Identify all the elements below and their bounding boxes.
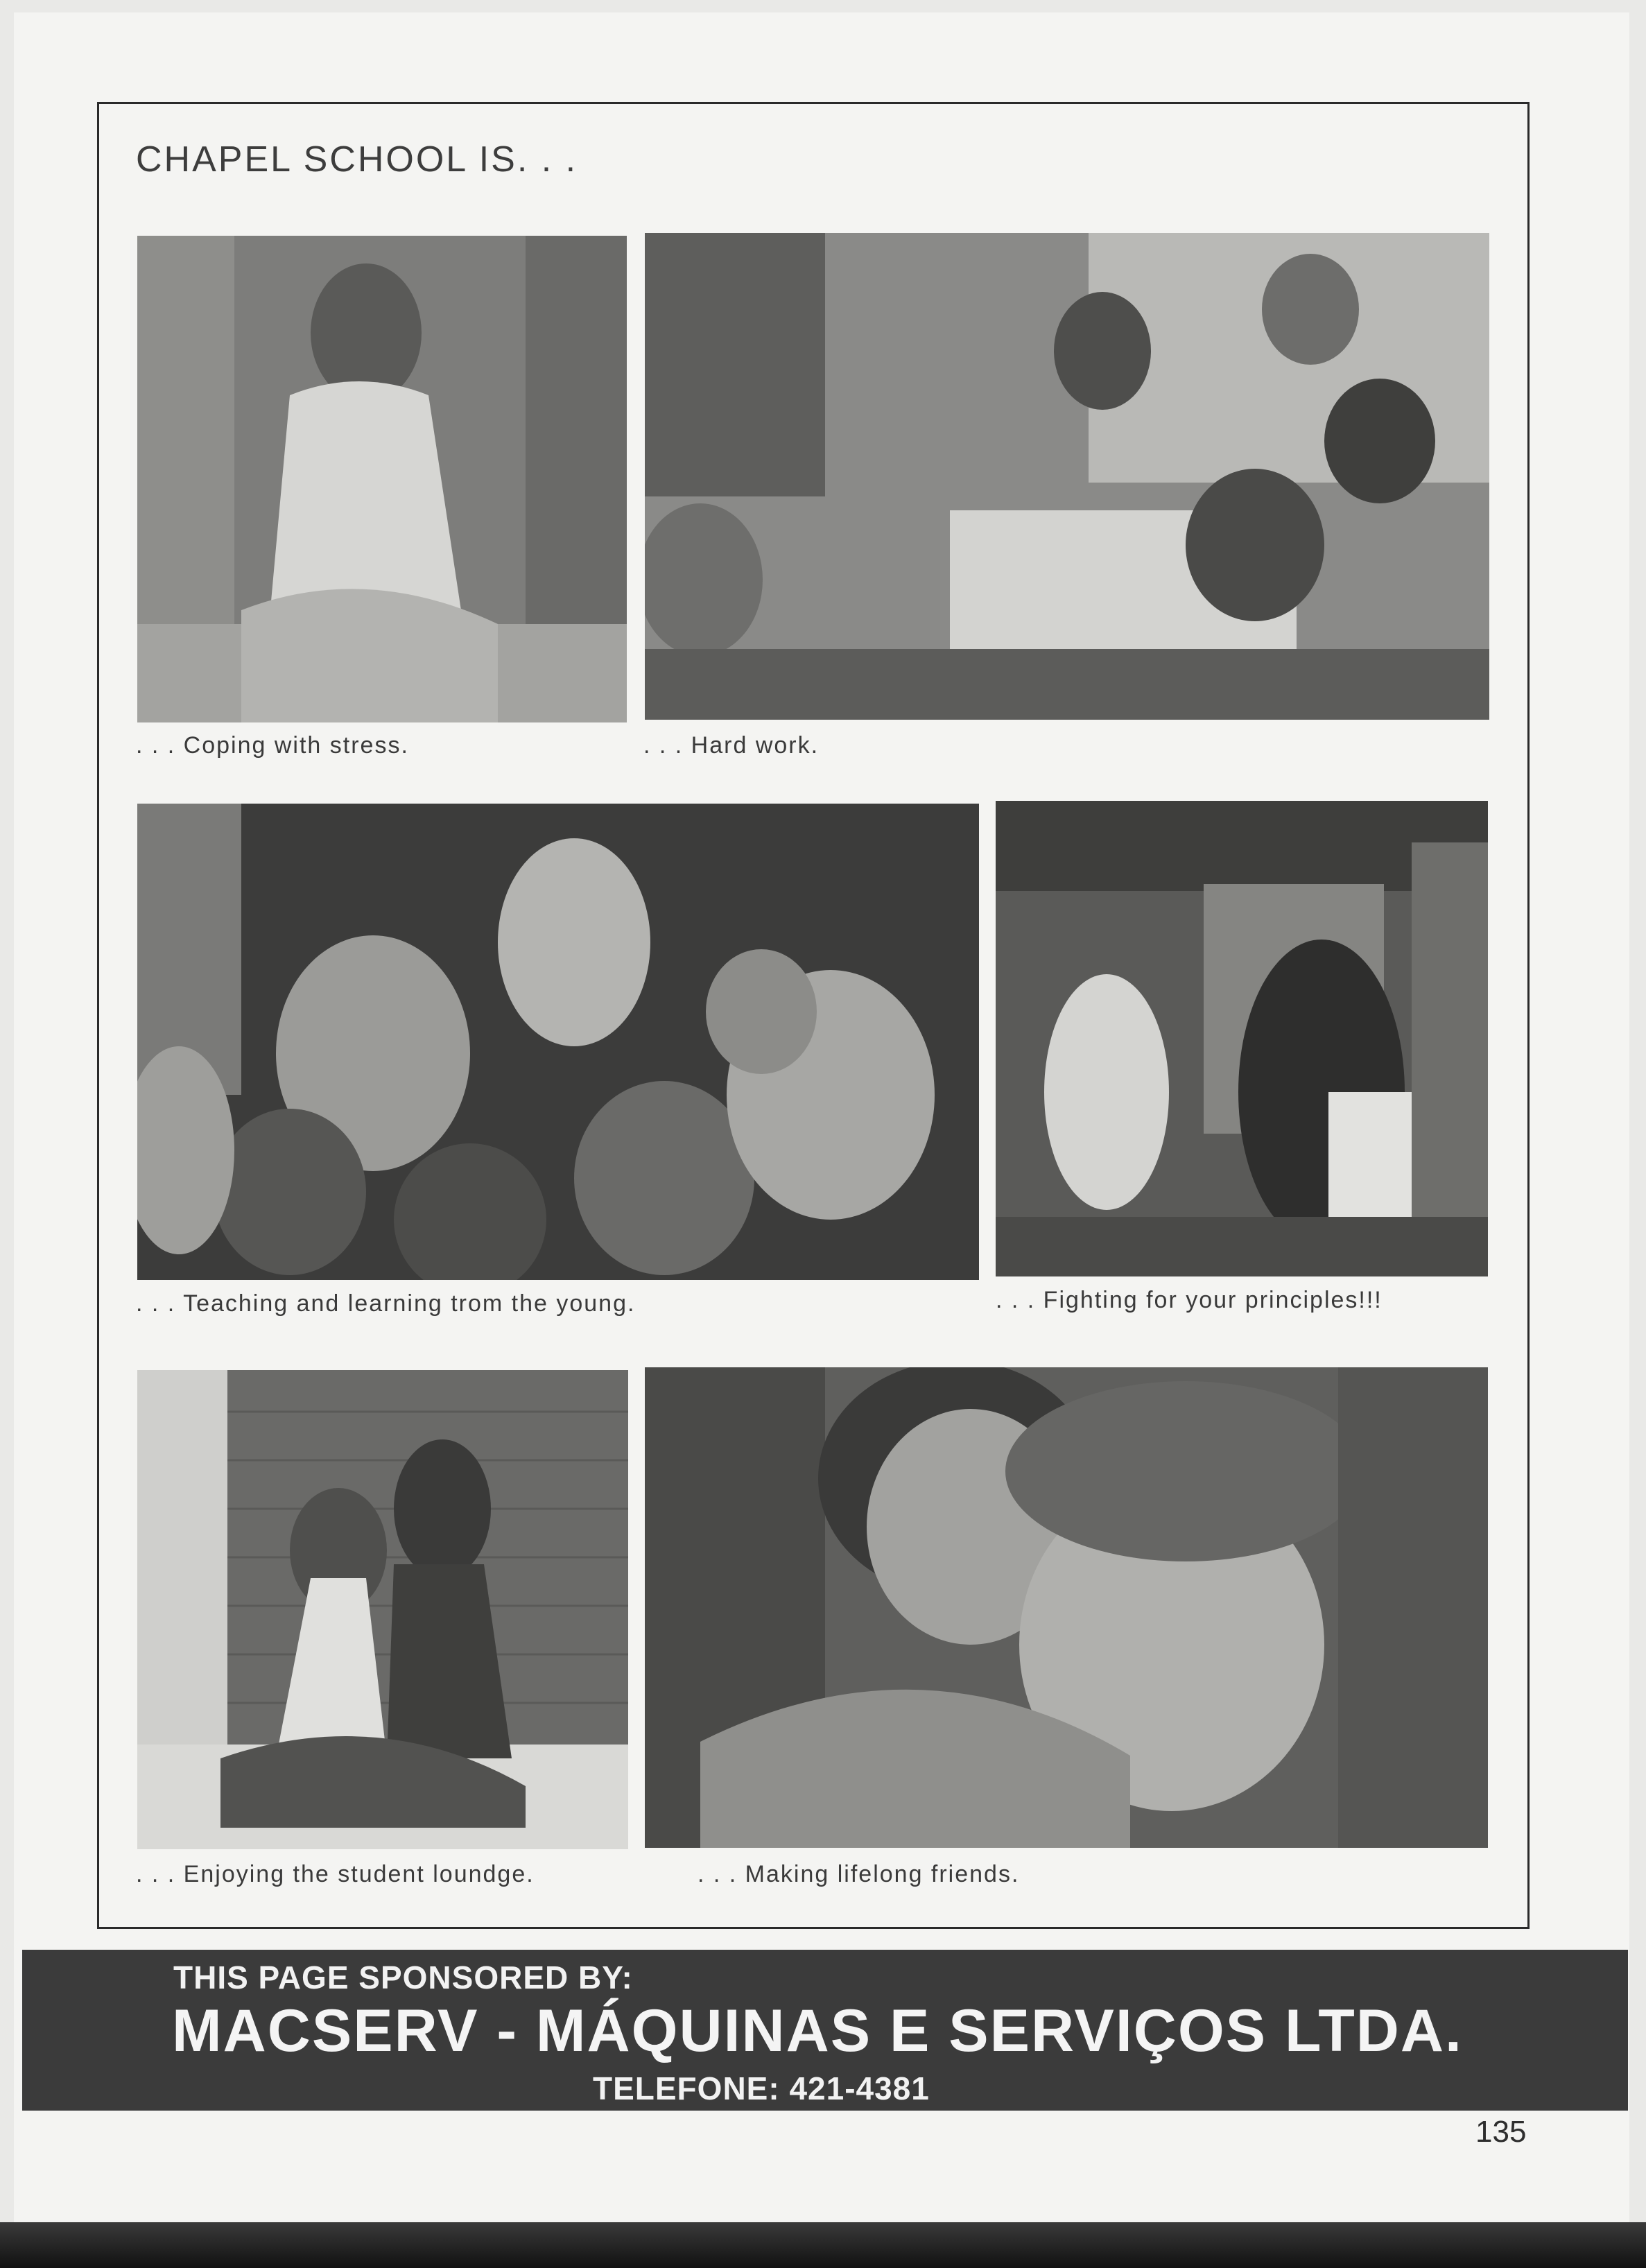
sponsor-intro: THIS PAGE SPONSORED BY: [173,1959,633,1996]
caption-hard-work: . . . Hard work. [643,732,820,759]
sponsor-company: MACSERV - MÁQUINAS E SERVIÇOS LTDA. [172,1998,1463,2064]
photo-fighting-for-principles [996,801,1488,1276]
scan-bottom-edge [0,2222,1646,2268]
page-heading: CHAPEL SCHOOL IS. . . [136,139,578,180]
sponsor-phone: TELEFONE: 421-4381 [593,2070,930,2106]
photo-lifelong-friends [645,1367,1488,1848]
caption-student-lounge: . . . Enjoying the student loundge. [136,1861,535,1887]
caption-lifelong-friends: . . . Making lifelong friends. [698,1861,1020,1887]
page-number: 135 [1475,2115,1527,2149]
photo-student-lounge [137,1370,628,1849]
photo-coping-with-stress [137,236,627,722]
caption-coping-with-stress: . . . Coping with stress. [136,732,409,759]
caption-teaching-and-learning: . . . Teaching and learning trom the young. [136,1290,636,1317]
photo-hard-work [645,233,1489,720]
photo-teaching-and-learning [137,804,979,1280]
caption-fighting-for-principles: . . . Fighting for your principles!!! [996,1287,1383,1313]
